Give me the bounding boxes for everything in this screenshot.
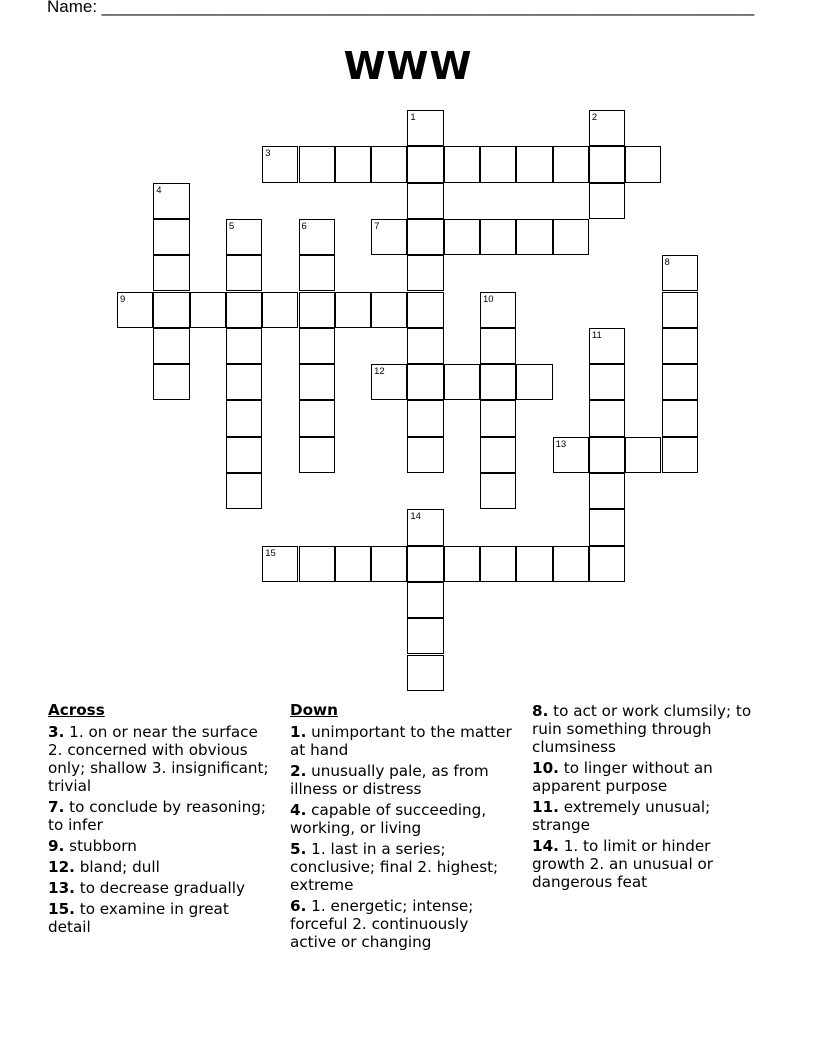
clue-number: 14 bbox=[410, 511, 421, 523]
clue-item bbox=[290, 801, 515, 837]
grid-cell[interactable] bbox=[153, 328, 189, 364]
clue-item-text: to decrease gradually bbox=[74, 879, 245, 897]
clue-item bbox=[290, 840, 515, 894]
grid-cell[interactable] bbox=[226, 473, 262, 509]
grid-cell[interactable] bbox=[480, 546, 516, 582]
grid-cell[interactable] bbox=[153, 255, 189, 291]
grid-cell[interactable] bbox=[407, 618, 443, 654]
clue-item bbox=[290, 762, 515, 798]
clue-item-number: 5. bbox=[290, 840, 307, 858]
clue-item-text: bland; dull bbox=[74, 858, 160, 876]
grid-cell[interactable] bbox=[407, 183, 443, 219]
grid-cell[interactable] bbox=[480, 146, 516, 182]
puzzle-title: WWW bbox=[343, 44, 473, 88]
grid-cell[interactable] bbox=[226, 328, 262, 364]
grid-cell[interactable] bbox=[299, 437, 335, 473]
grid-cell[interactable] bbox=[516, 546, 552, 582]
clue-number: 13 bbox=[555, 438, 567, 450]
grid-cell[interactable] bbox=[299, 364, 335, 400]
grid-cell[interactable] bbox=[407, 546, 443, 582]
clue-number: 6 bbox=[301, 220, 307, 232]
across-clues bbox=[48, 700, 273, 939]
clue-item bbox=[290, 723, 515, 759]
down-clue-list-continued bbox=[532, 702, 767, 891]
grid-cell[interactable] bbox=[407, 255, 443, 291]
clue-number: 8 bbox=[664, 257, 670, 269]
grid-cell[interactable] bbox=[371, 292, 407, 328]
clue-item bbox=[532, 837, 767, 891]
grid-cell[interactable] bbox=[335, 546, 371, 582]
grid-cell[interactable] bbox=[589, 509, 625, 545]
clue-number: 11 bbox=[591, 329, 602, 341]
grid-cell[interactable] bbox=[516, 146, 552, 182]
grid-cell[interactable] bbox=[299, 292, 335, 328]
clue-item bbox=[48, 858, 273, 876]
clue-item-number: 2. bbox=[290, 762, 307, 780]
clue-item-text: to act or work clumsily; to ruin something through clumsiness bbox=[532, 702, 752, 756]
grid-cell[interactable] bbox=[299, 328, 335, 364]
grid-cell[interactable] bbox=[407, 655, 443, 691]
grid-cell[interactable] bbox=[407, 219, 443, 255]
grid-cell[interactable] bbox=[589, 546, 625, 582]
clue-item-number: 3. bbox=[48, 723, 65, 741]
grid-cell[interactable] bbox=[444, 146, 480, 182]
grid-cell[interactable] bbox=[444, 546, 480, 582]
clue-item-text: 1. on or near the surface 2. concerned with obvious only; shallow 3. insignificant; trivial bbox=[48, 723, 269, 795]
clue-number: 2 bbox=[591, 112, 598, 123]
clue-item-number: 7. bbox=[48, 798, 65, 816]
grid-cell[interactable] bbox=[335, 146, 371, 182]
clue-item bbox=[532, 702, 767, 756]
grid-cell[interactable] bbox=[299, 546, 335, 582]
grid-cell[interactable] bbox=[480, 328, 516, 364]
clue-number: 5 bbox=[228, 220, 235, 232]
grid-cell[interactable] bbox=[407, 437, 443, 473]
grid-cell[interactable] bbox=[153, 292, 189, 328]
clue-item-number: 14. bbox=[532, 837, 559, 855]
clue-number: 12 bbox=[374, 366, 385, 378]
clue-item-text: 1. last in a series; conclusive; final 2. highest; extreme bbox=[290, 840, 499, 894]
grid-cell[interactable] bbox=[299, 400, 335, 436]
clue-item-number: 15. bbox=[48, 900, 75, 918]
clue-item-number: 9. bbox=[48, 837, 65, 855]
clue-item-number: 4. bbox=[290, 801, 307, 819]
clue-number: 3 bbox=[265, 148, 271, 160]
grid-cell[interactable] bbox=[589, 473, 625, 509]
down-clue-list bbox=[290, 723, 515, 951]
grid-cell[interactable] bbox=[553, 219, 589, 255]
clue-item-text: stubborn bbox=[64, 837, 137, 855]
grid-cell[interactable] bbox=[407, 146, 443, 182]
grid-cell[interactable] bbox=[480, 400, 516, 436]
clue-item-text: to conclude by reasoning; to infer bbox=[48, 798, 266, 834]
grid-cell[interactable] bbox=[444, 364, 480, 400]
clue-item bbox=[48, 900, 273, 936]
grid-cell[interactable] bbox=[226, 292, 262, 328]
clue-item-text: to examine in great detail bbox=[48, 900, 229, 936]
grid-cell[interactable] bbox=[480, 364, 516, 400]
grid-cell[interactable] bbox=[662, 328, 698, 364]
clue-item-number: 12. bbox=[48, 858, 75, 876]
across-clue-list bbox=[48, 723, 273, 936]
clue-number: 1 bbox=[410, 112, 416, 123]
clue-number: 4 bbox=[156, 184, 162, 196]
grid-cell[interactable] bbox=[407, 364, 443, 400]
grid-cell[interactable] bbox=[662, 364, 698, 400]
grid-cell[interactable] bbox=[299, 146, 335, 182]
grid-cell[interactable] bbox=[190, 292, 226, 328]
grid-cell[interactable] bbox=[407, 400, 443, 436]
grid-cell[interactable] bbox=[480, 437, 516, 473]
grid-cell[interactable] bbox=[226, 400, 262, 436]
clue-item-text: unusually pale, as from illness or distress bbox=[290, 762, 489, 798]
grid-cell[interactable] bbox=[226, 364, 262, 400]
across-heading: Across bbox=[48, 701, 105, 719]
grid-cell[interactable] bbox=[335, 292, 371, 328]
grid-cell[interactable] bbox=[407, 328, 443, 364]
clue-number: 15 bbox=[265, 547, 276, 559]
clue-item-number: 1. bbox=[290, 723, 307, 741]
down-clues-continued bbox=[532, 702, 767, 894]
clue-item-text: capable of succeeding, working, or living bbox=[290, 801, 487, 837]
clue-number: 9 bbox=[120, 293, 126, 305]
grid-cell[interactable] bbox=[553, 146, 589, 182]
clue-item-number: 11. bbox=[532, 798, 559, 816]
grid-cell[interactable] bbox=[589, 364, 625, 400]
clue-item bbox=[48, 879, 273, 897]
clue-item bbox=[48, 723, 273, 795]
grid-cell[interactable] bbox=[371, 546, 407, 582]
clue-item-text: extremely unusual; strange bbox=[532, 798, 711, 834]
grid-cell[interactable] bbox=[516, 219, 552, 255]
clue-item bbox=[290, 897, 515, 951]
grid-cell[interactable] bbox=[226, 255, 262, 291]
grid-cell[interactable] bbox=[262, 292, 298, 328]
down-clues bbox=[290, 700, 515, 954]
clue-item-number: 10. bbox=[532, 759, 559, 777]
clue-item-text: unimportant to the matter at hand bbox=[290, 723, 512, 759]
grid-cell[interactable] bbox=[553, 546, 589, 582]
grid-cell[interactable] bbox=[662, 292, 698, 328]
grid-cell[interactable] bbox=[625, 146, 661, 182]
name-field-label: Name: _____________________________________________________________________ bbox=[47, 0, 755, 16]
grid-cell[interactable] bbox=[662, 437, 698, 473]
grid-cell[interactable] bbox=[589, 437, 625, 473]
clue-item bbox=[48, 837, 273, 855]
grid-cell[interactable] bbox=[226, 437, 262, 473]
grid-cell[interactable] bbox=[589, 183, 625, 219]
clue-item-text: 1. energetic; intense; forceful 2. continuously active or changing bbox=[290, 897, 474, 951]
clue-item bbox=[48, 798, 273, 834]
grid-cell[interactable] bbox=[589, 146, 625, 182]
clue-item-number: 8. bbox=[532, 702, 549, 720]
clue-item bbox=[532, 798, 767, 834]
grid-cell[interactable] bbox=[480, 473, 516, 509]
grid-cell[interactable] bbox=[480, 219, 516, 255]
clue-item-text: to linger without an apparent purpose bbox=[532, 759, 713, 795]
grid-cell[interactable] bbox=[444, 219, 480, 255]
grid-cell[interactable] bbox=[371, 146, 407, 182]
grid-cell[interactable] bbox=[407, 292, 443, 328]
clue-item bbox=[532, 759, 767, 795]
grid-cell[interactable] bbox=[662, 400, 698, 436]
grid-cell[interactable] bbox=[299, 255, 335, 291]
clue-item-number: 13. bbox=[48, 879, 75, 897]
clue-number: 7 bbox=[374, 220, 380, 232]
clue-item-number: 6. bbox=[290, 897, 307, 915]
grid-cell[interactable] bbox=[153, 219, 189, 255]
clue-number: 10 bbox=[483, 293, 494, 305]
down-heading: Down bbox=[290, 701, 338, 719]
grid-cell[interactable] bbox=[589, 400, 625, 436]
clue-item-text: 1. to limit or hinder growth 2. an unusual or dangerous feat bbox=[532, 837, 714, 891]
grid-cell[interactable] bbox=[516, 364, 552, 400]
grid-cell[interactable] bbox=[625, 437, 661, 473]
grid-cell[interactable] bbox=[407, 582, 443, 618]
grid-cell[interactable] bbox=[153, 364, 189, 400]
